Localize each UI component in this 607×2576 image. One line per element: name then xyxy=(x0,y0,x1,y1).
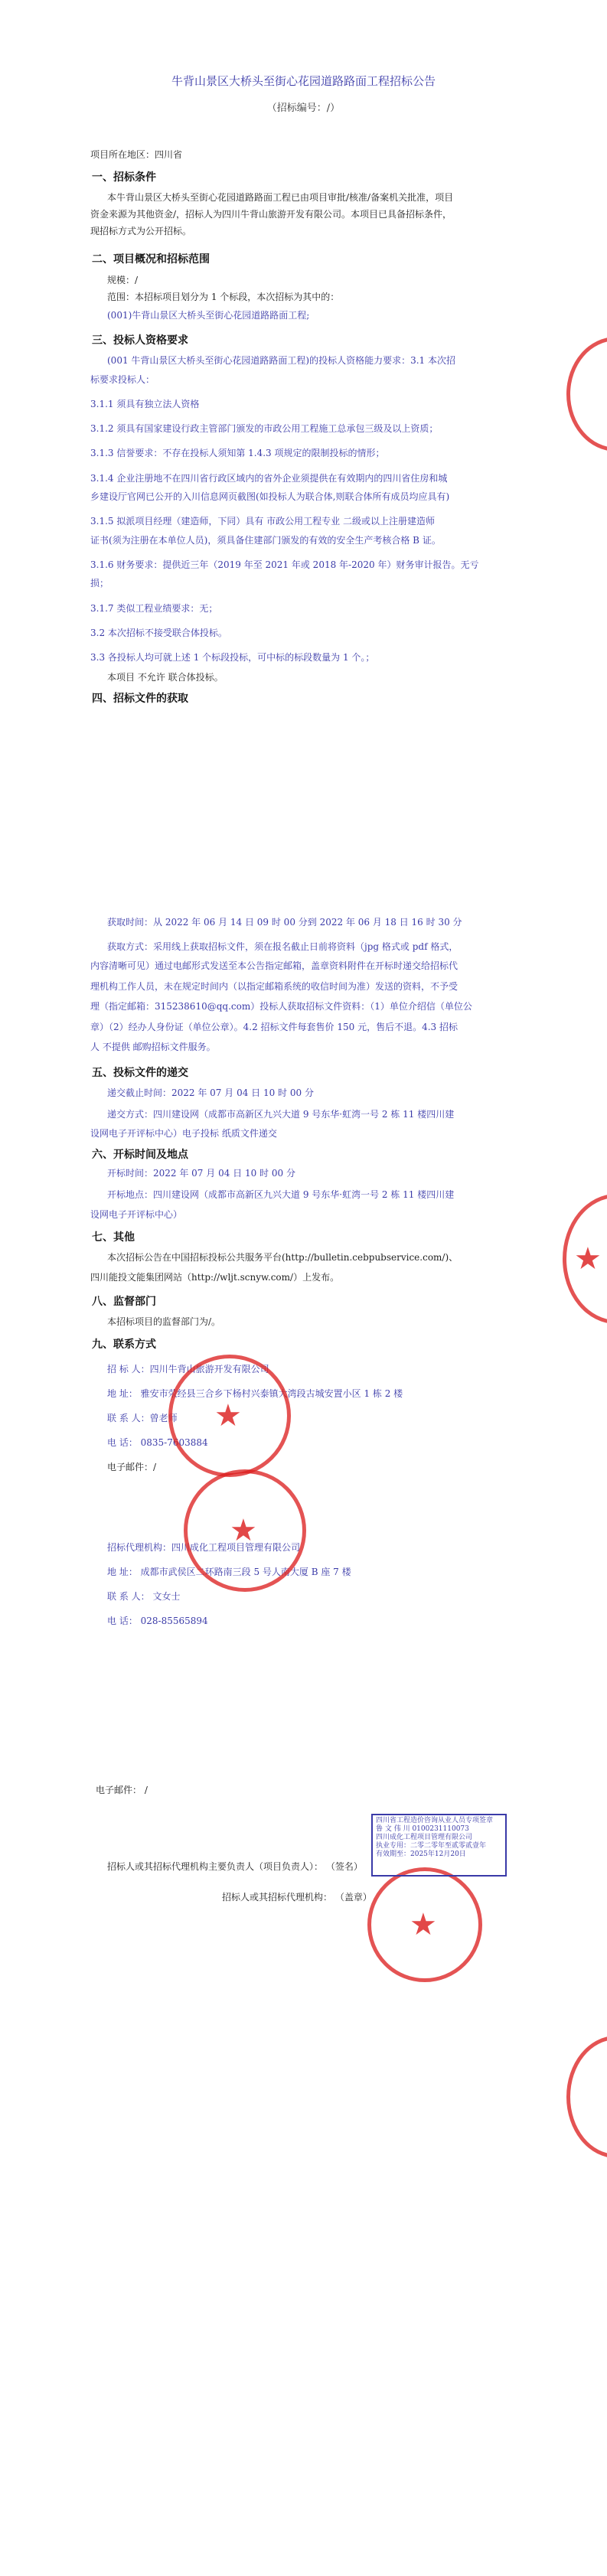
s5-location: 设网电子开评标中心）电子投标 纸质文件递交 xyxy=(90,1128,277,1139)
seal-edge-1 xyxy=(566,337,607,452)
s3-text: 3.1.3 信誉要求：不存在投标人须知第 1.4.3 项规定的限制投标的情形； xyxy=(90,448,385,458)
announcement-title: 牛背山景区大桥头至街心花园道路路面工程招标公告 xyxy=(171,74,436,88)
owner-phone: 电 话： 0835-7603884 xyxy=(107,1437,208,1448)
s4-method: 理（指定邮箱：315238610@qq.com）投标人获取招标文件资料：（1）单位介绍信（单位公 xyxy=(90,1001,472,1012)
agent-email: 电子邮件： / xyxy=(96,1785,148,1795)
s8-text: 本招标项目的监督部门为/。 xyxy=(107,1316,221,1327)
section-2-heading: 二、项目概况和招标范围 xyxy=(92,253,210,266)
agent-address: 地 址： 成都市武侯区二环路南三段 5 号人南大厦 B 座 7 楼 xyxy=(107,1567,351,1577)
s6-location: 开标地点：四川建设网（成都市高新区九兴大道 9 号东华·虹湾一号 2 栋 11 楼四川建 xyxy=(107,1189,455,1200)
s1-text: 资金来源为其他资金/，招标人为四川牛背山旅游开发有限公司。本项目已具备招标条件， xyxy=(90,209,452,220)
section-5-heading: 五、投标文件的递交 xyxy=(92,1067,188,1079)
signature-line-1: 招标人或其招标代理机构主要负责人（项目负责人）： （签名） xyxy=(107,1861,363,1872)
section-6-heading: 六、开标时间及地点 xyxy=(92,1149,188,1161)
s1-text: 本牛背山景区大桥头至街心花园道路路面工程已由项目审批/核准/备案机关批准，项目 xyxy=(107,192,454,203)
signature-line-2: 招标人或其招标代理机构： （盖章） xyxy=(222,1892,372,1903)
s2-scale: 规模：/ xyxy=(107,275,139,285)
s4-method: 内容清晰可见）通过电邮形式发送至本公告指定邮箱，盖章资料附件在开标时递交给招标代 xyxy=(90,960,459,971)
s2-range: 范围：本招标项目划分为 1 个标段，本次招标为其中的： xyxy=(107,292,340,302)
owner-email: 电子邮件：/ xyxy=(107,1462,157,1472)
seal-owner: ★ xyxy=(168,1355,291,1477)
s5-deadline: 递交截止时间：2022 年 07 月 04 日 10 时 00 分 xyxy=(107,1087,314,1098)
s5-location: 递交方式：四川建设网（成都市高新区九兴大道 9 号东华·虹湾一号 2 栋 11 楼四川建 xyxy=(107,1109,455,1120)
section-3-heading: 三、投标人资格要求 xyxy=(92,334,188,347)
seal-edge-3 xyxy=(566,2036,607,2158)
s3-text: 3.1.2 须具有国家建设行政主管部门颁发的市政公用工程施工总承包三级及以上资质； xyxy=(90,423,439,434)
stamp-line: 有效期至：2025年12月20日 xyxy=(376,1850,466,1858)
s3-text: 3.2 本次招标不接受联合体投标。 xyxy=(90,628,227,638)
s3-text: 3.1.1 须具有独立法人资格 xyxy=(90,399,200,409)
seal-agent-main: ★ xyxy=(184,1469,306,1592)
stamp-line: 鲁 文 伟 川 0100231110073 xyxy=(376,1825,469,1833)
s3-text: 损； xyxy=(90,578,109,589)
seal-edge-2: ★ xyxy=(563,1194,607,1324)
s3-text: 标要求投标人： xyxy=(90,374,155,385)
stamp-line: 四川省工程造价咨询从业人员专项签章 xyxy=(376,1817,494,1824)
section-8-heading: 八、监督部门 xyxy=(92,1296,156,1308)
section-9-heading: 九、联系方式 xyxy=(92,1339,156,1351)
section-7-heading: 七、其他 xyxy=(92,1231,135,1244)
owner-name: 招 标 人：四川牛背山旅游开发有限公司 xyxy=(107,1364,269,1374)
s3-text: 本项目 不允许 联合体投标。 xyxy=(107,672,224,683)
announcement-subtitle: （招标编号：/） xyxy=(266,103,341,114)
section-4-heading: 四、招标文件的获取 xyxy=(92,693,188,705)
s6-location: 设网电子开评标中心） xyxy=(90,1209,183,1220)
project-region: 项目所在地区：四川省 xyxy=(90,149,183,160)
section-1-heading: 一、招标条件 xyxy=(92,171,156,184)
owner-contact: 联 系 人：曾老师 xyxy=(107,1413,178,1423)
s4-method: 人 不提供 邮购招标文件服务。 xyxy=(90,1042,216,1052)
s3-text: 3.1.7 类似工程业绩要求：无； xyxy=(90,603,218,614)
s1-text: 现招标方式为公开招标。 xyxy=(90,226,192,236)
seal-agent-sign: ★ xyxy=(367,1867,482,1982)
stamp-line: 执业专用：二零二零年至贰零贰壹年 xyxy=(376,1842,487,1850)
s3-text: (001 牛背山景区大桥头至街心花园道路路面工程)的投标人资格能力要求：3.1 本次招 xyxy=(107,355,455,366)
s4-method: 理机构工作人员，未在规定时间内（以指定邮箱系统的收信时间为准）发送的资料，不予受 xyxy=(90,981,459,992)
s6-time: 开标时间：2022 年 07 月 04 日 10 时 00 分 xyxy=(107,1168,295,1179)
s3-text: 3.1.6 财务要求：提供近三年（2019 年至 2021 年或 2018 年-2020 年）财务审计报告。无亏 xyxy=(90,559,479,570)
s4-method: 获取方式：采用线上获取招标文件，须在报名截止日前将资料（jpg 格式或 pdf 格式， xyxy=(107,941,459,952)
stamp-line: 四川成化工程项目管理有限公司 xyxy=(376,1834,473,1841)
s3-text: 证书(须为注册在本单位人员)，须具备住建部门颁发的有效的安全生产考核合格 B 证。 xyxy=(90,535,441,546)
s3-text: 3.1.5 拟派项目经理（建造师，下同）具有 市政公用工程专业 二级或以上注册建造师 xyxy=(90,516,435,527)
s3-text: 3.1.4 企业注册地不在四川省行政区域内的省外企业须提供在有效期内的四川省住房和城 xyxy=(90,473,448,484)
s7-text: 本次招标公告在中国招标投标公共服务平台(http://bulletin.cebpubservice.com/)、 xyxy=(107,1252,459,1263)
s4-method: 章）（2）经办人身份证（单位公章）。4.2 招标文件每套售价 150 元，售后不退。4.3 招标 xyxy=(90,1022,458,1032)
s3-text: 3.3 各投标人均可就上述 1 个标段投标，可中标的标段数量为 1 个。； xyxy=(90,652,375,663)
s4-time: 获取时间：从 2022 年 06 月 14 日 09 时 00 分到 2022 年 06 月 18 日 16 时 30 分 xyxy=(107,917,462,928)
s2-lot: (001)牛背山景区大桥头至街心花园道路路面工程; xyxy=(107,310,310,321)
agent-contact: 联 系 人： 文女士 xyxy=(107,1591,181,1602)
owner-address: 地 址： 雅安市荥经县三合乡下杨村兴泰镇大湾段古城安置小区 1 栋 2 楼 xyxy=(107,1388,403,1399)
professional-stamp xyxy=(371,1814,507,1877)
s3-text: 乡建设厅官网已公开的入川信息网页截图(如投标人为联合体,则联合体所有成员均应具有) xyxy=(90,491,450,502)
agent-name: 招标代理机构：四川成化工程项目管理有限公司 xyxy=(107,1542,301,1553)
agent-phone: 电 话： 028-85565894 xyxy=(107,1616,208,1626)
s7-text: 四川能投文能集团网站（http://wljt.scnyw.com/）上发布。 xyxy=(90,1272,340,1283)
